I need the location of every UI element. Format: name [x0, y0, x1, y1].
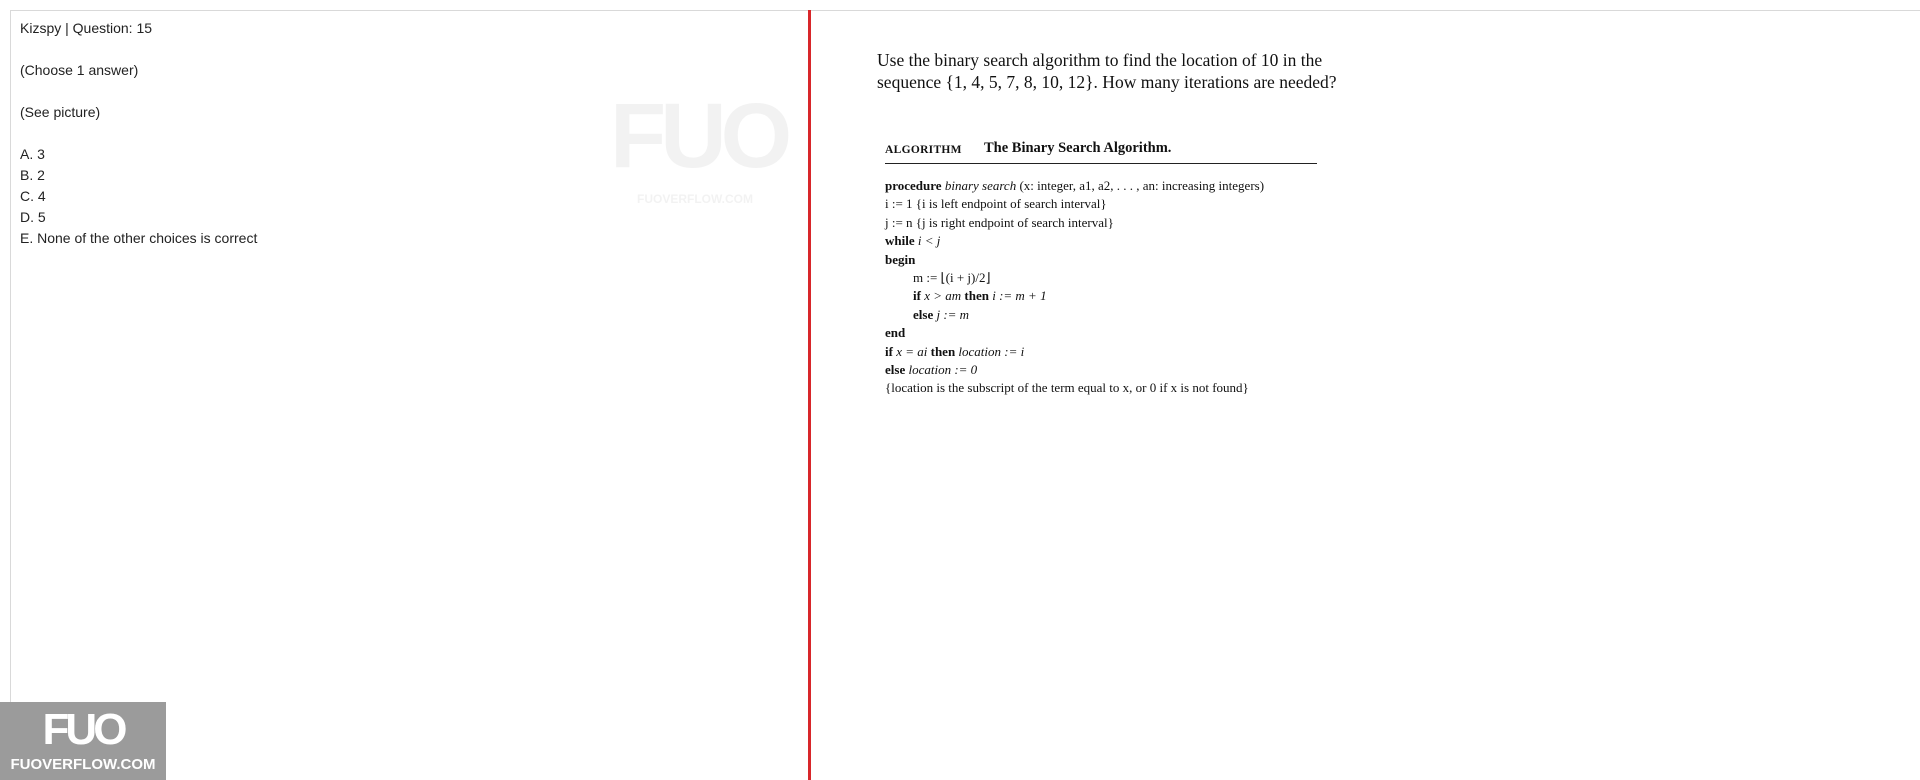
question-header: Kizspy | Question: 15	[20, 20, 153, 36]
algo-line-begin: begin	[885, 251, 916, 267]
algo-else-statement: j := m	[936, 306, 970, 322]
algo-while-condition: i < j	[917, 233, 941, 249]
faint-watermark-logo: FUO	[610, 85, 787, 187]
faint-watermark	[610, 85, 787, 206]
see-picture-note: (See picture)	[20, 104, 101, 120]
algo-if2-keyword: if	[885, 343, 893, 359]
algorithm-box	[885, 141, 1317, 398]
algo-line-procedure	[885, 177, 1317, 195]
algo-line-while	[885, 232, 1317, 250]
algo-else2-keyword: else	[885, 362, 906, 378]
watermark-badge	[0, 702, 166, 780]
algo-line-init-i: i := 1 {i is left endpoint of search interval}	[885, 196, 1107, 212]
algo-if2-condition: x = ai	[896, 343, 928, 359]
algo-procedure-args: (x: integer, a1, a2, . . . , an: increasing integers)	[1019, 178, 1265, 193]
option-c[interactable]: C. 4	[20, 188, 46, 204]
picture-panel	[811, 11, 1920, 780]
algo-line-end: end	[885, 325, 906, 341]
algo-while-keyword: while	[885, 233, 915, 249]
algo-line-else-j	[885, 306, 1317, 324]
option-e[interactable]: E. None of the other choices is correct	[20, 230, 258, 246]
badge-logo: FUO	[42, 705, 124, 754]
algo-if-keyword: if	[913, 288, 921, 304]
algorithm-body	[885, 177, 1317, 398]
algo-line-comment: {location is the subscript of the term equal to x, or 0 if x is not found}	[885, 380, 1249, 396]
algo-then-keyword: then	[964, 288, 989, 304]
algo-else-keyword: else	[913, 306, 934, 322]
algorithm-title: The Binary Search Algorithm.	[984, 140, 1172, 156]
algo-line-else-location	[885, 361, 1317, 379]
algo-else2-statement: location := 0	[908, 362, 978, 378]
answer-instruction: (Choose 1 answer)	[20, 62, 139, 78]
algorithm-header	[885, 141, 1317, 164]
algo-then-statement: i := m + 1	[992, 288, 1047, 304]
option-d[interactable]: D. 5	[20, 209, 46, 225]
algorithm-tag: ALGORITHM	[885, 144, 962, 156]
algo-procedure-keyword: procedure	[885, 178, 942, 193]
algo-line-init-j: j := n {j is right endpoint of search interval}	[885, 214, 1114, 230]
algo-then2-statement: location := i	[958, 343, 1025, 359]
algo-if-condition: x > am	[924, 288, 962, 304]
badge-text: FUOVERFLOW.COM	[10, 756, 156, 773]
algo-then2-keyword: then	[930, 343, 956, 359]
question-text: Use the binary search algorithm to find the location of 10 in the sequence {1, 4, 5, 7, 8, 10, 12}. How many iterations are needed?	[877, 50, 1337, 92]
algo-procedure-name: binary search	[944, 178, 1017, 193]
faint-watermark-text: FUOVERFLOW.COM	[637, 192, 753, 206]
algo-line-midpoint: m := ⌊(i + j)/2⌋	[913, 270, 991, 286]
option-b[interactable]: B. 2	[20, 167, 45, 183]
algo-line-if-greater	[885, 287, 1317, 305]
algo-line-if-found	[885, 343, 1317, 361]
option-a[interactable]: A. 3	[20, 146, 45, 162]
